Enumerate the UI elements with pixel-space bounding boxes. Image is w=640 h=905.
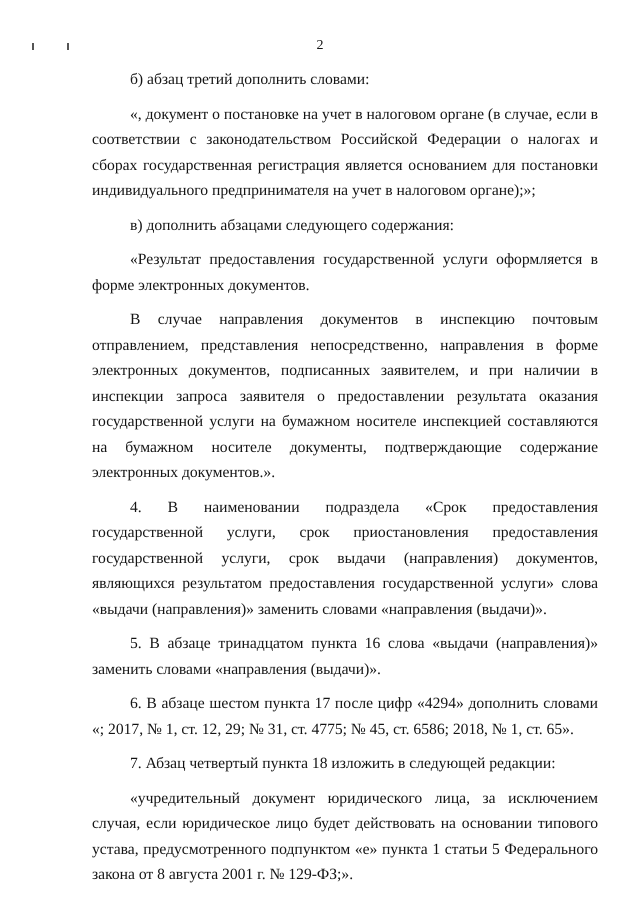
paragraph-item-7: 7. Абзац четвертый пункта 18 изложить в следующей редакции: (130, 755, 556, 772)
paragraph-b: б) абзац третий дополнить словами: (130, 71, 370, 88)
document-body (92, 67, 598, 888)
scan-mark (32, 43, 34, 50)
paragraph-v-quote-2: В случае направления документов в инспекцию почтовым отправлением, представления непосредственно, направления в форме электронных документов, подписанных заявителем, и при наличии в инспекции запроса заявителя о предоставлении результата оказания государственной услуги на бумажном носителе инспекцией составляются на бумажном носителе документы, подтверждающие содержание электронных документов.». (92, 311, 598, 481)
paragraph-item-7-quote: «учредительный документ юридического лица, за исключением случая, если юридическое лицо будет действовать на основании типового устава, предусмотренного подпунктом «е» пункта 1 статьи 5 Федерального закона от 8 августа 2001 г. № 129-ФЗ;». (92, 789, 598, 883)
paragraph-v-quote-1: «Результат предоставления государственной услуги оформляется в форме электронных документов. (92, 251, 598, 294)
paragraph-v: в) дополнить абзацами следующего содержания: (130, 216, 454, 234)
paragraph-b-quote: «, документ о постановке на учет в налоговом органе (в случае, если в соответствии с законодательством Российской Федерации о налогах и сборах государственная регистрация является основанием для постановки индивидуального предпринимателя на учет в налоговом органе);»; (92, 105, 598, 199)
page-number: 2 (316, 38, 324, 53)
paragraph-item-6: 6. В абзаце шестом пункта 17 после цифр «4294» дополнить словами «; 2017, № 1, ст. 12, 29; № 31, ст. 4775; № 45, ст. 6586; 2018, № 1, ст. 65». (92, 695, 598, 738)
paragraph-item-5: 5. В абзаце тринадцатом пункта 16 слова «выдачи (направления)» заменить словами «направления (выдачи)». (92, 635, 598, 678)
paragraph-item-4: 4. В наименовании подраздела «Срок предоставления государственной услуги, срок приостановления предоставления государственной услуги, срок выдачи (направления) документов, являющихся результатом предоставления государственной услуги» слова «выдачи (направления)» заменить словами «направления (выдачи)». (92, 498, 598, 618)
scan-mark (67, 43, 69, 50)
